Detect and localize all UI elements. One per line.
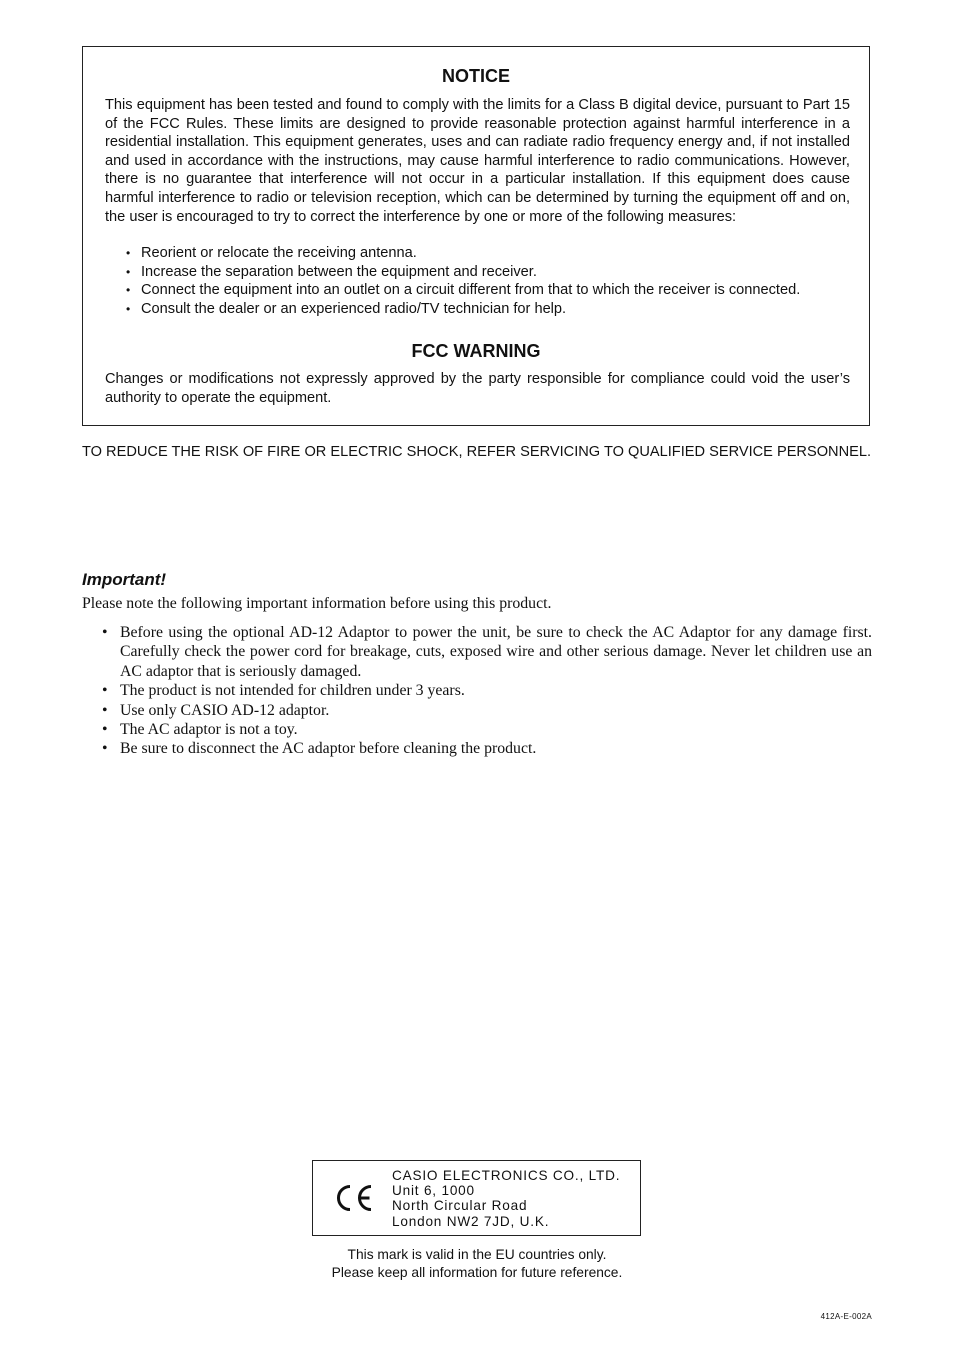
list-item: • Reorient or relocate the receiving antenna. <box>123 244 863 263</box>
risk-warning: TO REDUCE THE RISK OF FIRE OR ELECTRIC SHOCK, REFER SERVICING TO QUALIFIED SERVICE PERSONNEL. <box>82 444 872 460</box>
list-item: • Use only CASIO AD-12 adaptor. <box>100 701 872 720</box>
fcc-warning-body: Changes or modifications not expressly approved by the party responsible for compliance could void the user’s authority to operate the equipment. <box>105 371 850 406</box>
notice-title: NOTICE <box>441 66 510 86</box>
ce-validity-note: This mark is valid in the EU countries only. <box>347 1247 607 1262</box>
fcc-warning-title: FCC WARNING <box>411 341 541 361</box>
notice-box <box>82 46 870 426</box>
list-item: • Consult the dealer or an experienced radio/TV technician for help. <box>123 300 863 319</box>
document-code: 412A-E-002A <box>820 1312 872 1321</box>
measures-list <box>123 244 863 318</box>
address-line: London NW2 7JD, U.K. <box>392 1213 550 1229</box>
ce-box <box>312 1160 641 1236</box>
list-item: • The product is not intended for children under 3 years. <box>100 681 872 700</box>
address-line: Unit 6, 1000 <box>392 1183 475 1199</box>
manufacturer-address <box>392 1168 620 1229</box>
ce-mark-icon <box>335 1183 373 1213</box>
list-item: • Before using the optional AD-12 Adaptor to power the unit, be sure to check the AC Adaptor for any damage first. Carefully check the power cord for breakage, cuts, exposed wire and other serious damage. Never let children use an AC adaptor that is seriously damaged. <box>100 623 872 681</box>
important-intro: Please note the following important information before using this product. <box>82 595 552 612</box>
important-heading: Important! <box>82 570 167 589</box>
list-item: • The AC adaptor is not a toy. <box>100 720 872 739</box>
list-item: • Increase the separation between the equipment and receiver. <box>123 263 863 282</box>
address-line: CASIO ELECTRONICS CO., LTD. <box>392 1168 621 1183</box>
list-item: • Connect the equipment into an outlet on a circuit different from that to which the receiver is connected. <box>123 281 863 300</box>
list-item: • Be sure to disconnect the AC adaptor before cleaning the product. <box>100 739 872 758</box>
important-list <box>100 623 872 759</box>
address-line: North Circular Road <box>392 1198 528 1214</box>
keep-info-note: Please keep all information for future reference. <box>331 1265 623 1280</box>
notice-body: This equipment has been tested and found to comply with the limits for a Class B digital device, pursuant to Part 15 of the FCC Rules. These limits are designed to provide reasonable protection against harmful interference in a residential installation. This equipment generates, uses and can radiate radio frequency energy and, if not installed and used in accordance with the instructions, may cause harmful interference to radio communications. However, there is no guarantee that interference will not occur in a particular installation. If this equipment does cause harmful interference to radio or television reception, which can be determined by turning the equipment off and on, the user is encouraged to try to correct the interference by one or more of the following measures: <box>105 97 850 225</box>
